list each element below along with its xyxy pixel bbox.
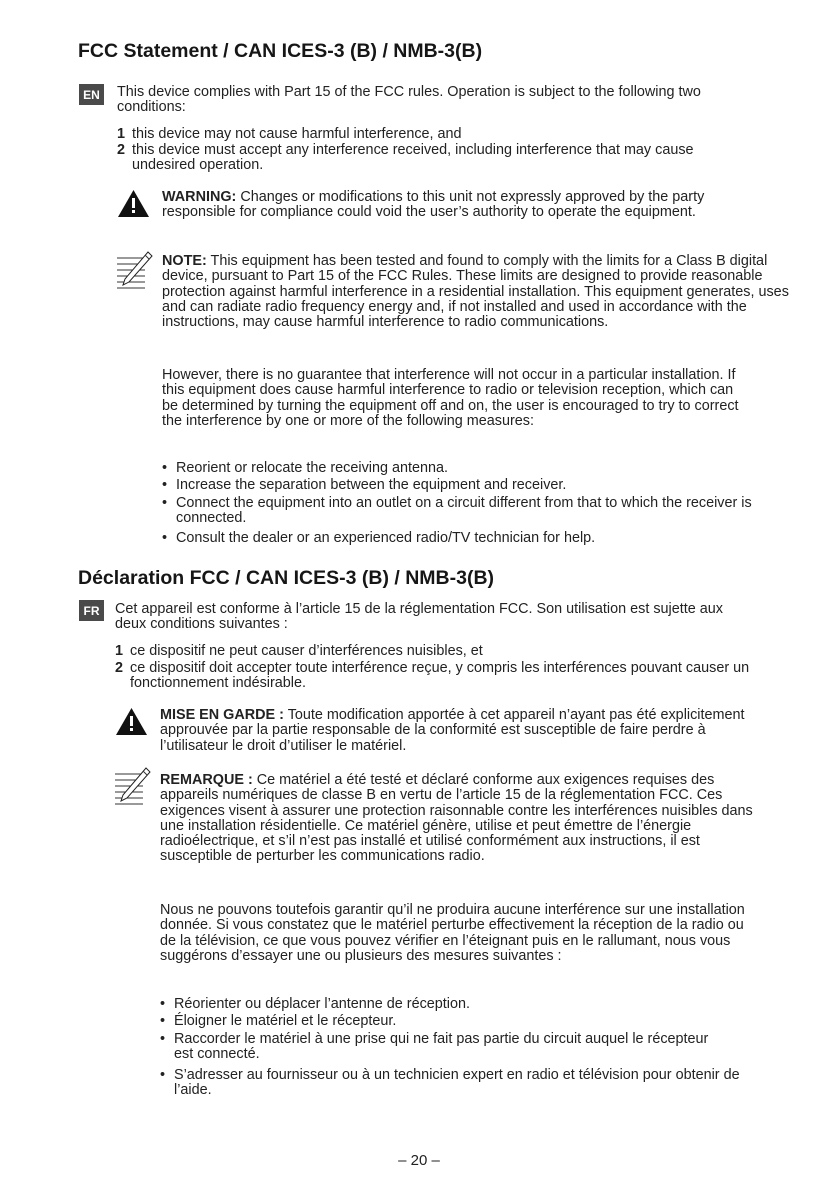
- condition-number: 2: [117, 142, 126, 158]
- condition-item-fr: [115, 661, 755, 692]
- intro-paragraph-en: This device complies with Part 15 of the FCC rules. Operation is subject to the following two conditions:: [117, 84, 701, 116]
- condition-text: ce dispositif ne peut causer d’interférences nuisibles, et: [130, 643, 483, 659]
- note-paragraph-fr: [160, 773, 755, 865]
- measure-text: Reorient or relocate the receiving antenna.: [176, 460, 448, 476]
- note-pencil-icon: [113, 766, 151, 808]
- measure-text: S’adresser au fournisseur ou à un technicien expert en radio et télévision pour obtenir de l’aide.: [174, 1067, 740, 1099]
- measure-item-fr: • Raccorder le matériel à une prise qui ne fait pas partie du circuit auquel le récepteur est connecté.: [160, 1032, 720, 1063]
- warning-label: MISE EN GARDE :: [160, 707, 284, 723]
- measure-item-en: • Reorient or relocate the receiving antenna.: [162, 461, 762, 476]
- condition-item-en: [117, 143, 727, 174]
- section-title-fr: Déclaration FCC / CAN ICES-3 (B) / NMB-3(B): [78, 567, 495, 589]
- warning-text: Toute modification apportée à cet appareil n’ayant pas été explicitement approuvée par la partie responsable de la conformité est susceptible de faire perdre à l’utilisateur le droit d’utiliser le matériel.: [160, 707, 745, 754]
- warning-icon: [115, 707, 148, 736]
- condition-text: this device must accept any interference received, including interference that may cause undesired operation.: [132, 142, 694, 174]
- condition-number: 1: [117, 126, 126, 142]
- intro-paragraph-fr: Cet appareil est conforme à l’article 15 de la réglementation FCC. Son utilisation est sujette aux deux conditions suivantes :: [115, 601, 723, 633]
- section-title-en: FCC Statement / CAN ICES-3 (B) / NMB-3(B): [78, 40, 483, 62]
- measure-text: Raccorder le matériel à une prise qui ne fait pas partie du circuit auquel le récepteur est connecté.: [174, 1031, 709, 1063]
- note-paragraph-en: [162, 254, 807, 330]
- note-label: REMARQUE :: [160, 772, 253, 788]
- note-text: Ce matériel a été testé et déclaré conforme aux exigences requises des appareils numériques de classe B en vertu de l’article 15 de la réglementation FCC. Ces exigences visent à assurer une protection raisonnable contre les interférences nuisibles dans une installation résidentielle. Ce matériel génère, utilise et peut émettre de l’énergie radioélectrique, et s’il n’est pas installé et utilisé conformément aux instructions, il est susceptible de perturber les communications radio.: [160, 772, 753, 865]
- measure-text: Increase the separation between the equipment and receiver.: [176, 477, 567, 493]
- warning-text: Changes or modifications to this unit not expressly approved by the party responsible for compliance could void the user’s authority to operate the equipment.: [162, 189, 705, 221]
- condition-text: ce dispositif doit accepter toute interférence reçue, y compris les interférences pouvant causer un fonctionnement indésirable.: [130, 660, 750, 692]
- condition-text: this device may not cause harmful interference, and: [132, 126, 462, 142]
- measure-item-en: • Increase the separation between the equipment and receiver.: [162, 478, 762, 493]
- however-paragraph-en: However, there is no guarantee that interference will not occur in a particular installation. If this equipment does cause harmful interference to radio or television reception, which can be determined by turning the equipment off and on, the user is encouraged to try to correct the interference by one or more of the following measures:: [162, 367, 739, 429]
- condition-number: 1: [115, 643, 124, 659]
- warning-paragraph-en: [162, 190, 737, 221]
- condition-item-fr: [115, 644, 735, 659]
- page-number: – 20 –: [398, 1152, 440, 1169]
- warning-paragraph-fr: [160, 708, 750, 754]
- measure-text: Consult the dealer or an experienced radio/TV technician for help.: [176, 530, 596, 546]
- measure-item-en: • Consult the dealer or an experienced radio/TV technician for help.: [162, 531, 762, 546]
- note-text: This equipment has been tested and found to comply with the limits for a Class B digital device, pursuant to Part 15 of the FCC Rules. These limits are designed to provide reasonable protection against harmful interference in a residential installation. This equipment generates, uses and can radiate radio frequency energy and, if not installed and used in accordance with the instructions, may cause harmful interference to radio communications.: [162, 253, 789, 331]
- measure-item-en: • Connect the equipment into an outlet on a circuit different from that to which the receiver is connected.: [162, 495, 752, 527]
- language-badge-fr: FR: [79, 600, 104, 621]
- note-label: NOTE:: [162, 253, 207, 269]
- warning-icon: [117, 189, 150, 218]
- condition-number: 2: [115, 660, 124, 676]
- note-pencil-icon: [115, 250, 153, 292]
- measure-item-fr: • Réorienter ou déplacer l’antenne de réception.: [160, 997, 760, 1012]
- warning-label: WARNING:: [162, 189, 237, 205]
- condition-item-en: [117, 127, 727, 142]
- measure-item-fr: • Éloigner le matériel et le récepteur.: [160, 1014, 760, 1029]
- measure-text: Connect the equipment into an outlet on a circuit different from that to which the receiver is connected.: [176, 495, 752, 527]
- however-paragraph-fr: Nous ne pouvons toutefois garantir qu’il ne produira aucune interférence sur une installation donnée. Si vous constatez que le matériel perturbe effectivement la réception de la radio ou de la télévision, ce que vous pouvez vérifier en l’éteignant puis en le rallumant, nous vous suggérons d’essayer une ou plusieurs des mesures suivantes :: [160, 902, 745, 964]
- language-badge-en: EN: [79, 84, 104, 105]
- measure-item-fr: • S’adresser au fournisseur ou à un technicien expert en radio et télévision pour obtenir de l’aide.: [160, 1068, 760, 1099]
- measure-text: Réorienter ou déplacer l’antenne de réception.: [174, 996, 471, 1012]
- measure-text: Éloigner le matériel et le récepteur.: [174, 1013, 397, 1029]
